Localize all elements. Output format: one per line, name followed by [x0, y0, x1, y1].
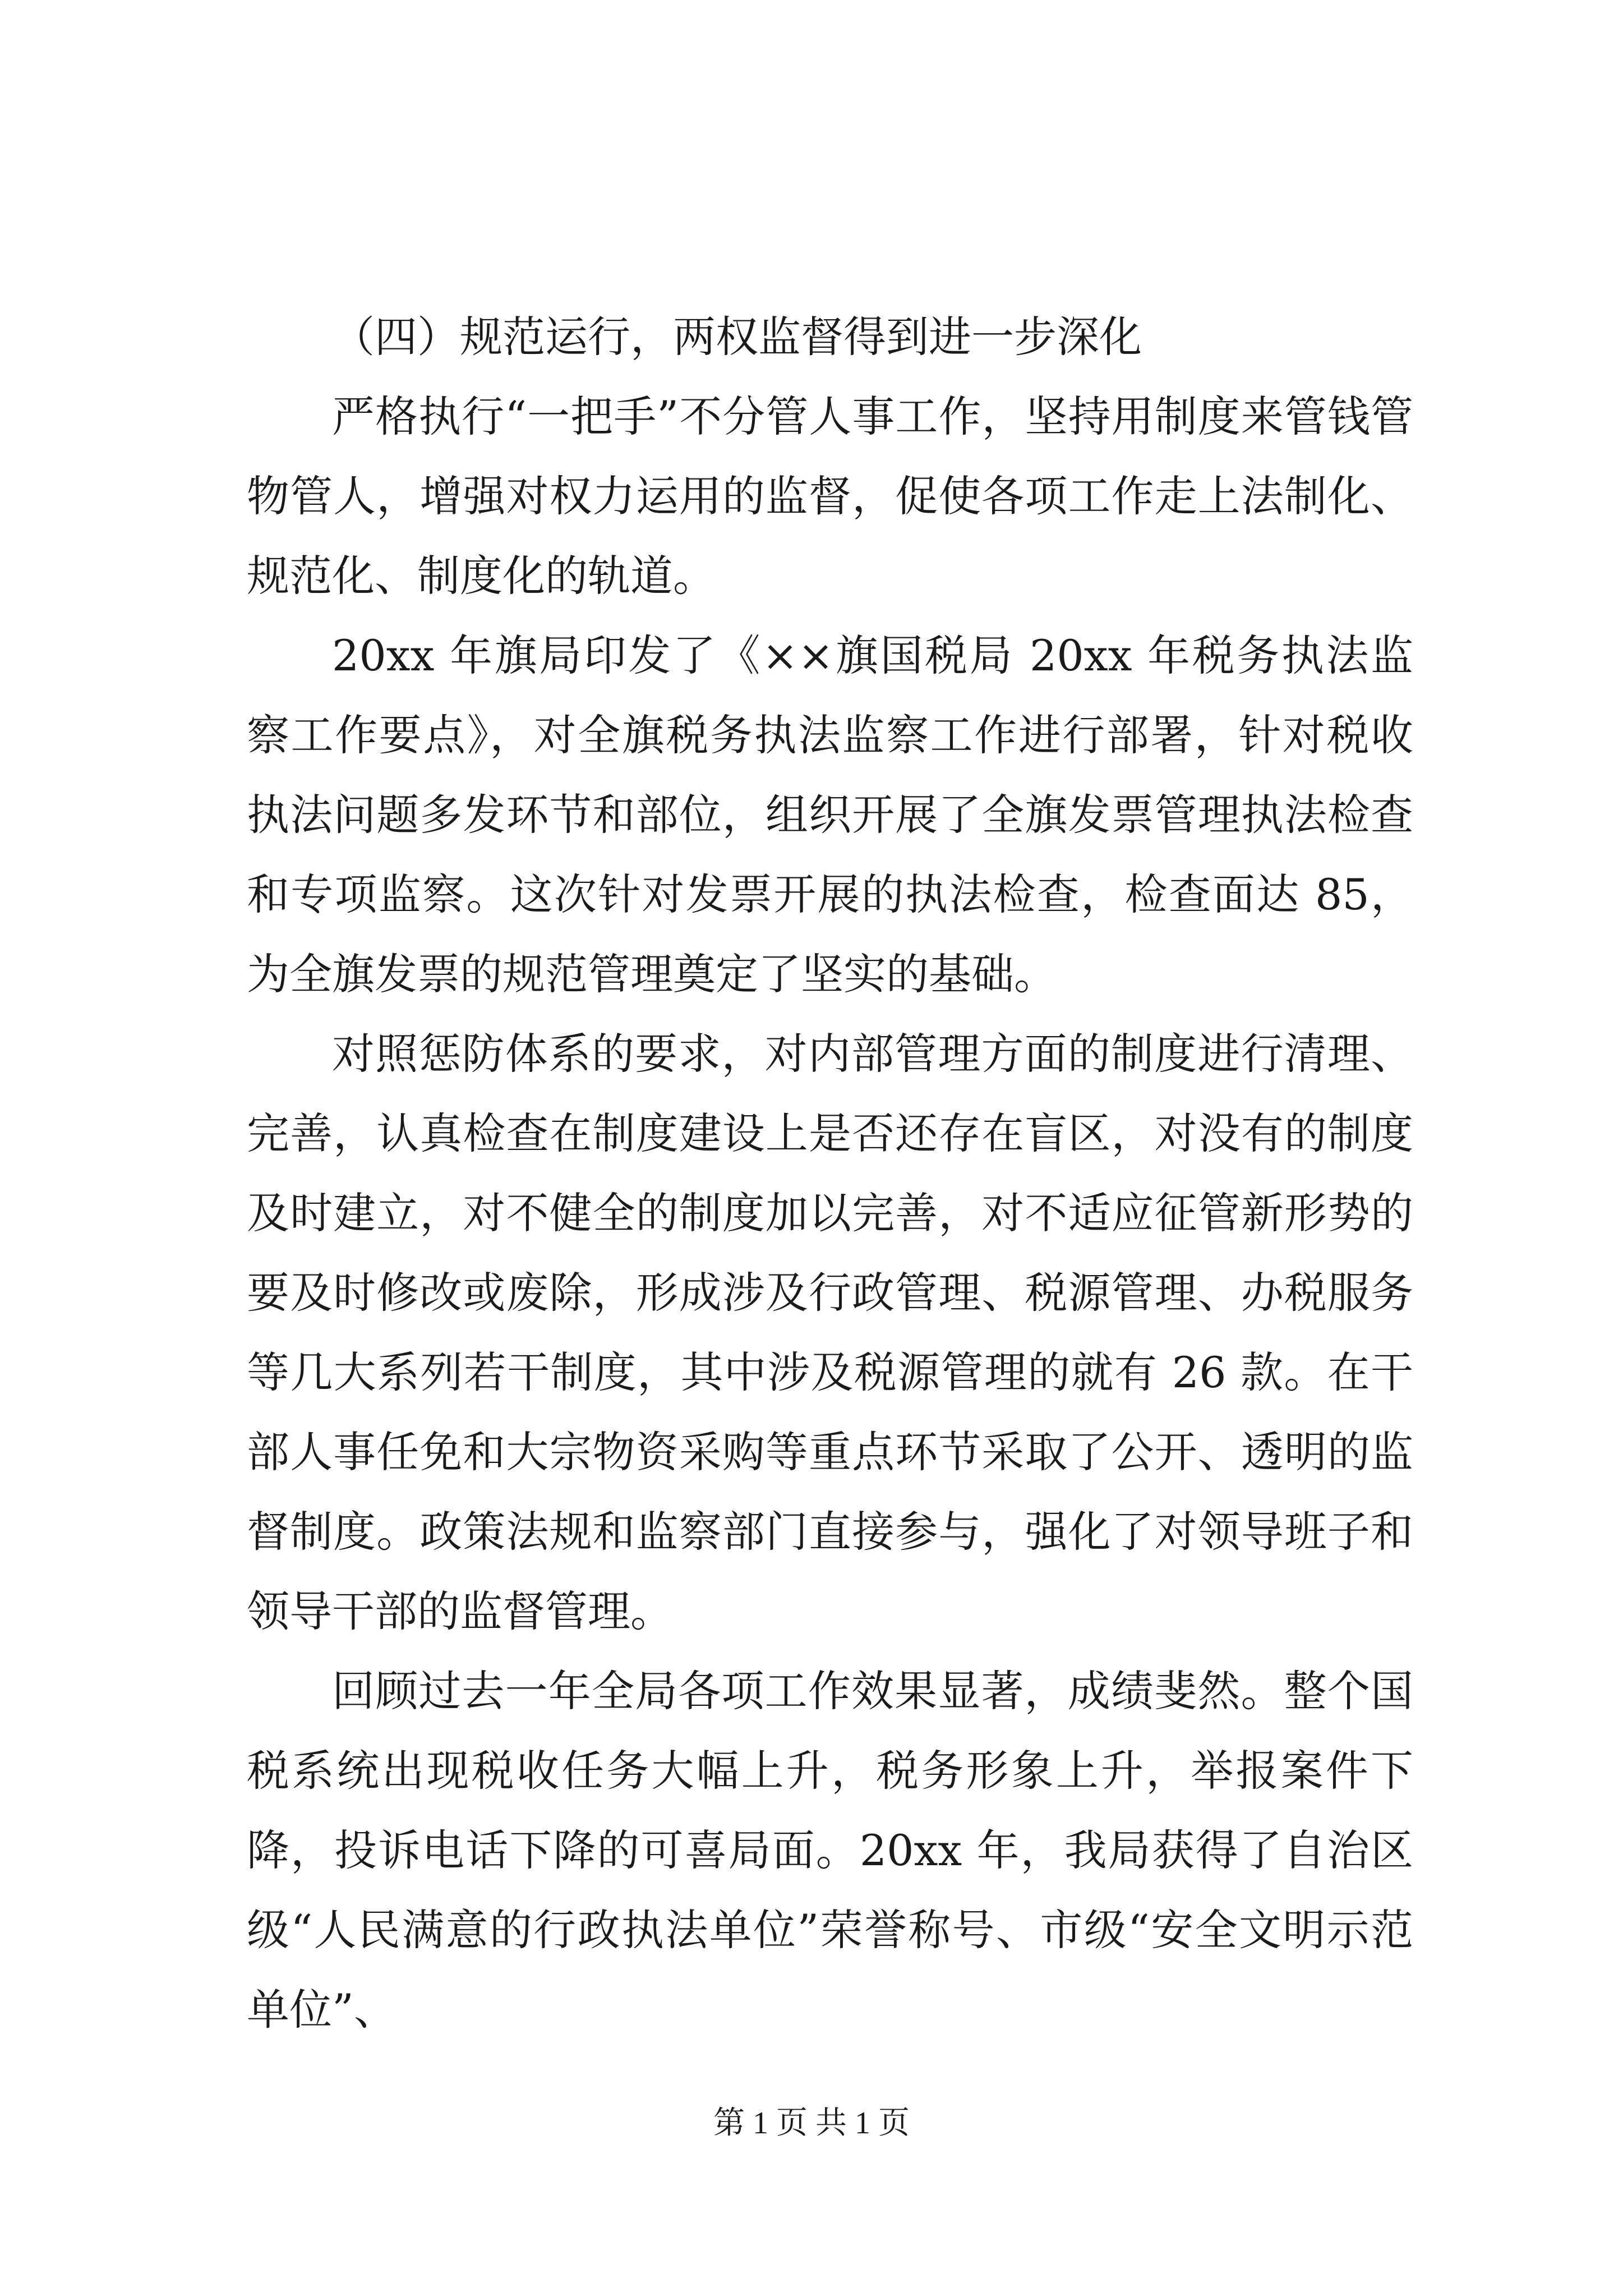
paragraph-2: 20xx 年旗局印发了《××旗国税局 20xx 年税务执法监察工作要点》，对全旗税务执法监察工作进行部署，针对税收执法问题多发环节和部位，组织开展了全旗发票管理执法检查和专项监察。这次针对发票开展的执法检查，检查面达 85，为全旗发票的规范管理奠定了坚实的基础。 — [247, 631, 1413, 999]
page-footer: 第 1 页 共 1 页 — [713, 2106, 910, 2141]
paragraph-3: 对照惩防体系的要求，对内部管理方面的制度进行清理、完善，认真检查在制度建设上是否还存在盲区，对没有的制度及时建立，对不健全的制度加以完善，对不适应征管新形势的要及时修改或废除，形成涉及行政管理、税源管理、办税服务等几大系列若干制度，其中涉及税源管理的就有 26 款。在干部人事任免和大宗物资采购等重点环节采取了公开、透明的监督制度。政策法规和监察部门直接参与，强化了对领导班子和领导干部的监督管理。 — [247, 1029, 1413, 1636]
section-heading: （四）规范运行，两权监督得到进一步深化 — [332, 312, 1142, 362]
paragraph-4: 回顾过去一年全局各项工作效果显著，成绩斐然。整个国税系统出现税收任务大幅上升，税务形象上升，举报案件下降，投诉电话下降的可喜局面。20xx 年，我局获得了自治区级“人民满意的行政执法单位”荣誉称号、市级“安全文明示范单位”、 — [247, 1666, 1413, 2035]
paragraph-1: 严格执行“一把手”不分管人事工作，坚持用制度来管钱管物管人，增强对权力运用的监督，促使各项工作走上法制化、规范化、制度化的轨道。 — [247, 392, 1413, 601]
document-body — [247, 297, 1413, 2050]
